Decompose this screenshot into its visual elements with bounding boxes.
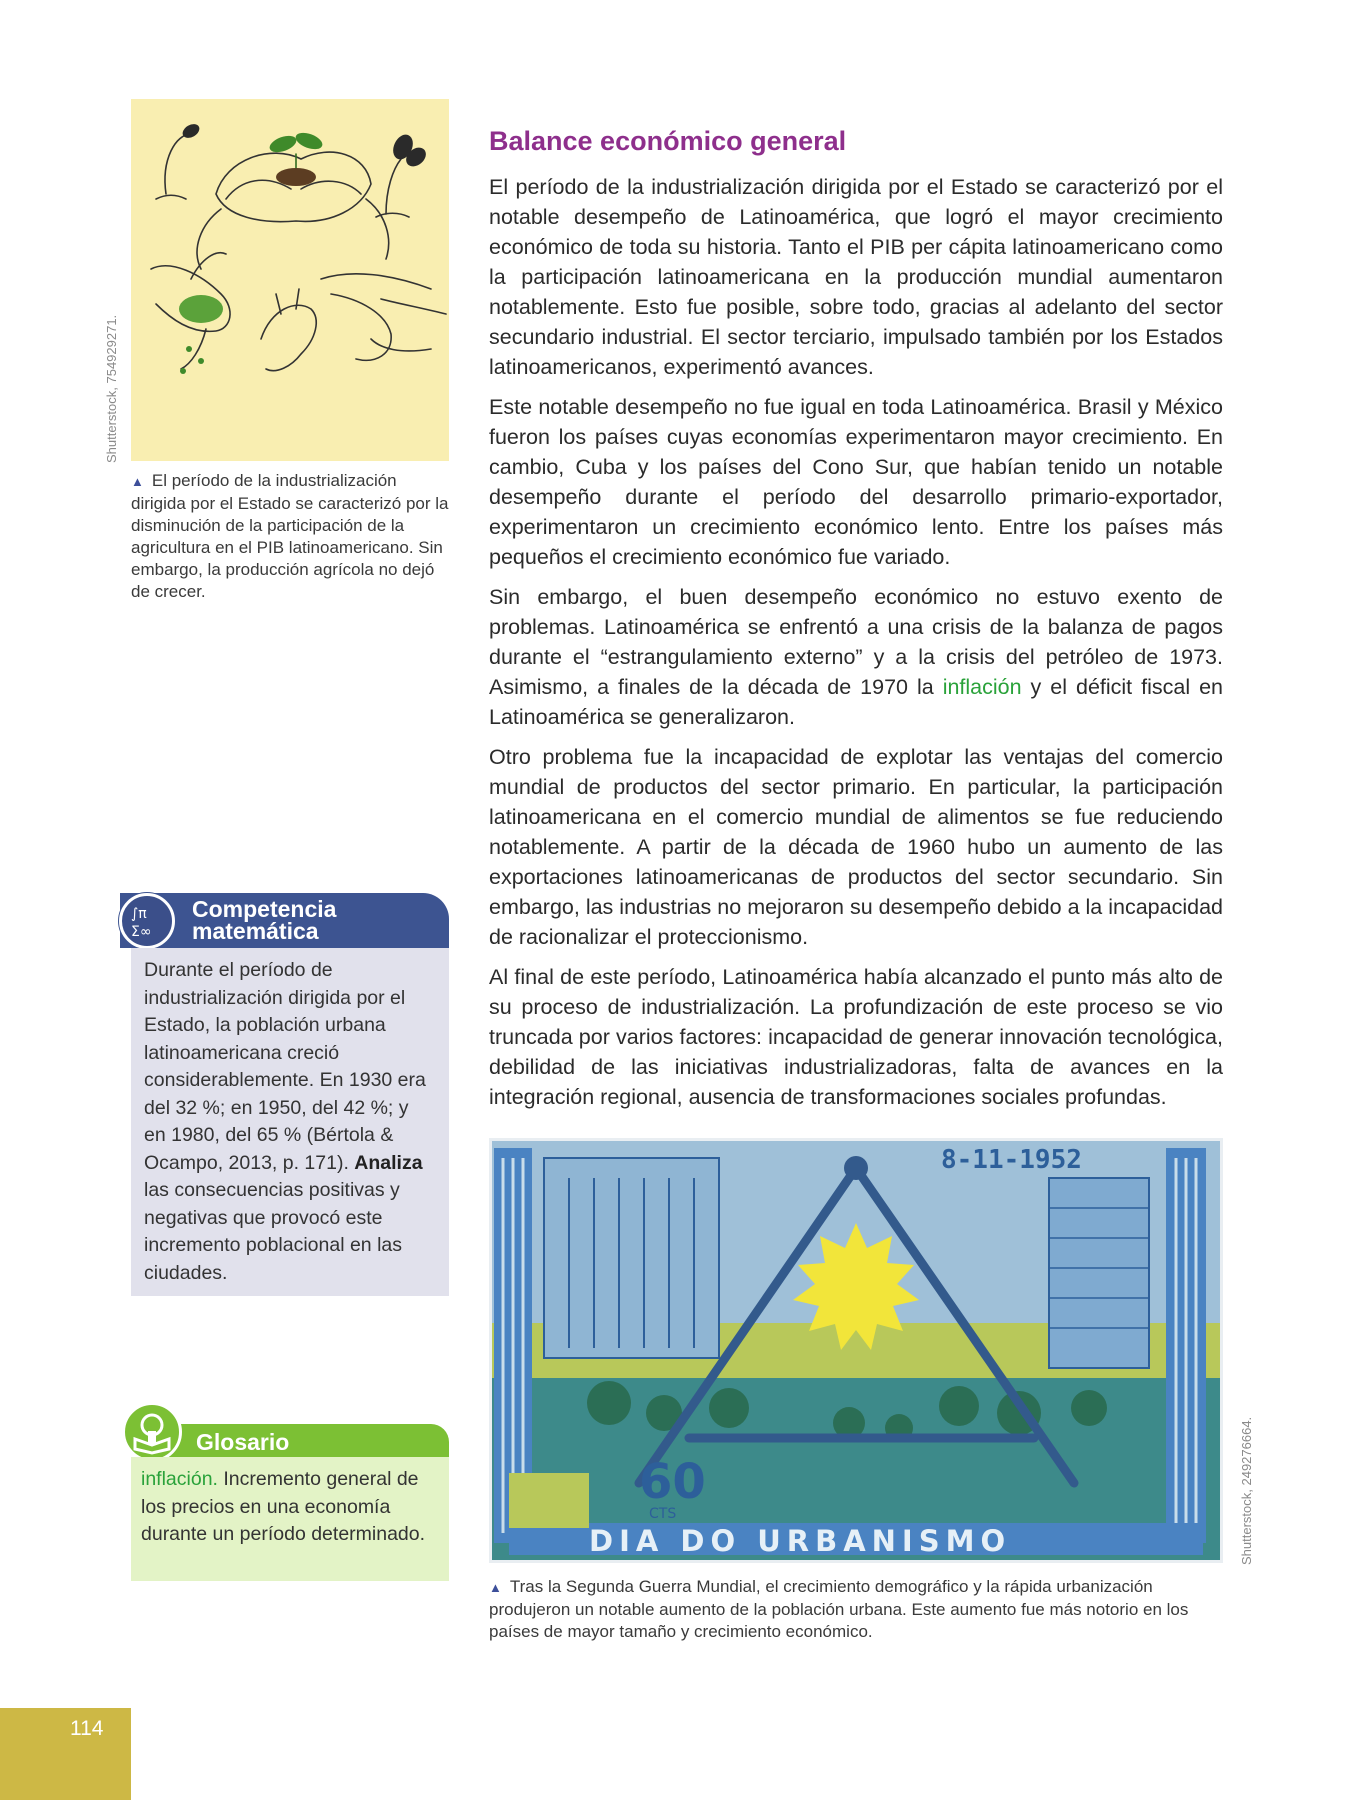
math-symbols-icon <box>119 893 175 949</box>
article-body <box>489 172 1223 1122</box>
glosario-definition <box>131 1457 449 1581</box>
glosario-definition-text: Incremento general de los precios en una economía durante un período determinado. <box>141 1468 426 1545</box>
competencia-text <box>131 948 449 1296</box>
competencia-title-line2: matemática <box>192 918 319 944</box>
paragraph-3-start: Sin embargo, el buen desempeño económico no estuvo exento de problemas. Latinoamérica se enfrentó a una crisis de la balanza de pagos durante el “estrangulamiento externo” y a la crisis del petróleo de 1973. Asimismo, a finales de la década de 1970 la <box>489 585 1223 699</box>
competencia-title-line1: Competencia <box>192 896 337 922</box>
paragraph-1: El período de la industrialización dirigida por el Estado se caracterizó por el notable desempeño de Latinoamérica, que logró el mayor crecimiento económico de toda su historia. Tanto el PIB per cápita latinoamericano como la participación latinoamericana en la producción mundial aumentaron notablemente. Esto fue posible, sobre todo, gracias al adelanto del sector secundario industrial. El sector terciario, impulsado también por los Estados latinoamericanos, experimentó avances. <box>489 175 1223 379</box>
page-number-bar <box>0 1708 131 1800</box>
glosario-box <box>120 1402 449 1580</box>
glosario-header <box>136 1424 449 1457</box>
glossary-book-icon <box>122 1402 182 1462</box>
urbanism-stamp-photo <box>489 1138 1223 1563</box>
stamp-date: 8-11-1952 <box>941 1145 1082 1175</box>
figure-caption-1 <box>131 470 449 603</box>
glosario-term: inflación. <box>141 1468 218 1490</box>
paragraph-3-end: y el déficit fiscal en Latinoamérica se generalizaron. <box>489 675 1223 729</box>
stamp-value: 60 <box>639 1454 706 1510</box>
caption-triangle-icon: ▲ <box>489 1580 502 1595</box>
stamp-legend: DIA DO URBANISMO <box>589 1524 1012 1558</box>
svg-text:Σ∞: Σ∞ <box>131 924 152 940</box>
caption-triangle-icon: ▲ <box>131 474 144 489</box>
stamp-drawing <box>489 1138 1223 1563</box>
paragraph-2: Este notable desempeño no fue igual en toda Latinoamérica. Brasil y México fueron los países cuyas economías experimentaron mayor crecimiento. En cambio, Cuba y los países del Cono Sur, que habían tenido un notable desempeño durante el período del desarrollo primario-exportador, experimentaron un crecimiento económico lento. Entre los países más pequeños el crecimiento económico fue variado. <box>489 395 1223 569</box>
paragraph-3 <box>489 582 1223 732</box>
paragraph-5: Al final de este período, Latinoamérica había alcanzado el punto más alto de su proceso de industrialización. La profundización de este proceso se vio truncada por varios factores: incapacidad de generar innovación tecnológica, debilidad de las iniciativas industrializadoras, falta de avances en la integración regional, ausencia de transformaciones sociales profundas. <box>489 965 1223 1109</box>
section-heading: Balance económico general <box>489 126 847 156</box>
page-number: 114 <box>70 1717 104 1740</box>
svg-text:∫π: ∫π <box>131 906 147 922</box>
competencia-text-main: Durante el período de industrialización dirigida por el Estado, la población urbana latinoamericana creció considerablemente. En 1930 era del 32 %; en 1950, del 42 %; y en 1980, del 65 % (Bértola & Ocampo, 2013, p. 171). <box>144 959 426 1174</box>
photo-credit-1: Shutterstock, 754929271. <box>104 314 119 463</box>
stamp-unit: CTS <box>649 1506 677 1522</box>
caption-2-text: Tras la Segunda Guerra Mundial, el crecimiento demográfico y la rápida urbanización produjeron un notable aumento de la población urbana. Este aumento fue más notorio en los países de mayor tamaño y crecimiento económico. <box>489 1577 1189 1641</box>
agriculture-illustration <box>131 99 449 461</box>
competencia-box <box>120 893 449 1295</box>
competencia-text-end: las consecuencias positivas y negativas que provocó este incremento poblacional en las ciudades. <box>144 1179 402 1284</box>
figure-caption-2 <box>489 1576 1223 1643</box>
photo-credit-2: Shutterstock, 249276664. <box>1239 1416 1254 1565</box>
caption-1-text: El período de la industrialización dirigida por el Estado se caracterizó por la disminución de la participación de la agricultura en el PIB latinoamericano. Sin embargo, la producción agrícola no dejó de crecer. <box>131 471 449 601</box>
competencia-action-word: Analiza <box>354 1151 423 1174</box>
glosario-title: Glosario <box>196 1429 290 1455</box>
hands-seedlings-drawing <box>131 99 449 461</box>
competencia-title <box>192 898 336 942</box>
paragraph-4: Otro problema fue la incapacidad de explotar las ventajas del comercio mundial de productos del sector primario. En particular, la participación latinoamericana en el comercio mundial de alimentos se fue reduciendo notablemente. A partir de la década de 1960 hubo un aumento de las exportaciones latinoamericanas de productos del sector secundario. Sin embargo, las industrias no mejoraron su desempeño debido a la incapacidad de racionalizar el proteccionismo. <box>489 745 1223 949</box>
glossary-term-link[interactable]: inflación <box>942 675 1022 699</box>
